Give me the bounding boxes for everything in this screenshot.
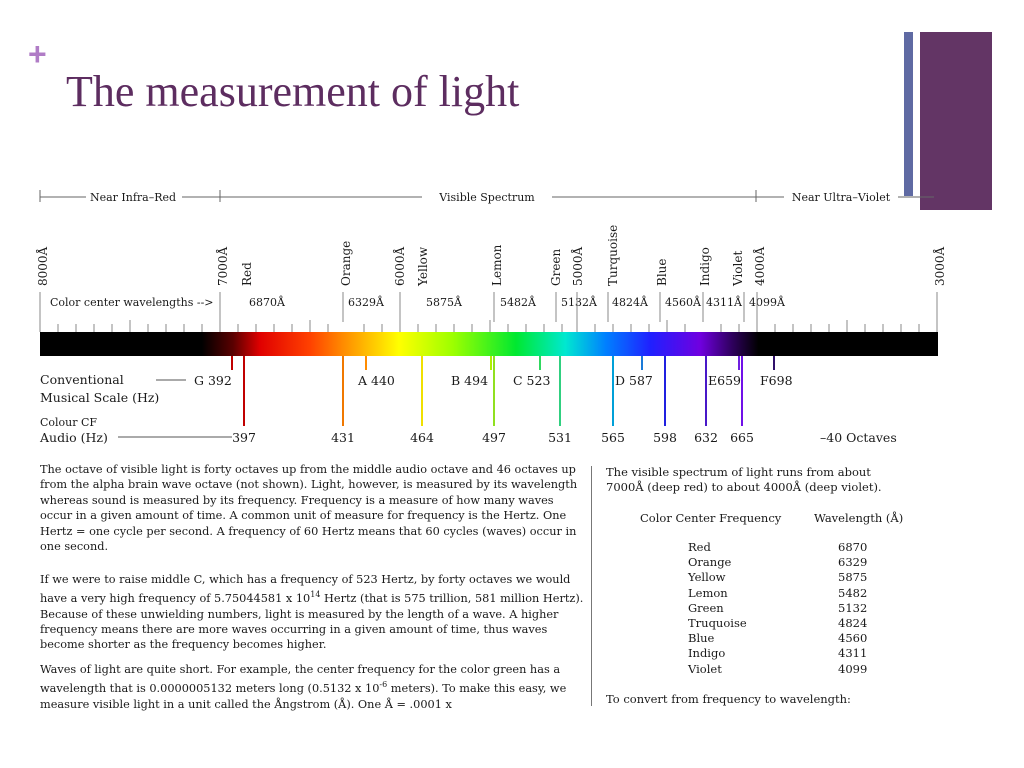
row-color: Lemon: [688, 585, 728, 600]
note-c: C 523: [513, 373, 551, 388]
row-wavelength: 4560: [838, 631, 868, 646]
row-wavelength: 5482: [838, 585, 868, 600]
axis-label-3000: 3000Å: [933, 246, 947, 286]
color-label-turquoise: Turquoise: [606, 224, 620, 286]
row-wavelength: 4824: [838, 616, 868, 630]
axis-label-5000: 5000Å: [571, 246, 585, 286]
decor-bar-wide: [920, 32, 992, 210]
paragraph-octave: The octave of visible light is forty octaves up from the middle audio octave and 46 octaves up from the alpha brain wave octave (not shown). Light, however, is measured by its wavelength whereas sound is measured by its frequency. Frequency is a measure of how many waves occur in a given amount of time. A common unit of measure for frequency is the Hertz. One Hertz = one cycle per second. A frequency of 60 Hertz means that 60 cycles (waves) occur in one second.: [40, 463, 578, 554]
para3-superscript: -6: [379, 680, 388, 690]
audio-431: 431: [331, 430, 355, 445]
row-wavelength: 6329: [838, 555, 868, 570]
para2-text-b: Hertz (that is 575 trillion, 581 million Hertz). Because of these unwielding numbers, light is measured by the length of a wave. A higher frequency means there are more waves occurring in a given amount of time, thus waves become shorter as the frequency becomes higher.: [40, 592, 584, 652]
musical-label-1: Conventional: [40, 372, 124, 387]
color-label-lemon: Lemon: [490, 244, 504, 286]
table-header-wavelength: Wavelength (Å): [814, 511, 904, 525]
musical-note-stems: [232, 356, 774, 370]
table-header-color: Color Center Frequency: [640, 511, 782, 525]
audio-497: 497: [482, 430, 506, 445]
row-color: Orange: [688, 555, 732, 570]
row-color: Indigo: [688, 646, 726, 661]
audio-632: 632: [694, 430, 718, 445]
center-orange: 6329Å: [348, 296, 384, 309]
color-label-red: Red: [240, 262, 254, 286]
center-lemon: 5482Å: [500, 296, 536, 309]
decor-bar-thin: [904, 32, 913, 196]
para3-text-b: meters). To make this easy, we measure visible light in a unit called the Ångstrom (Å). One Å = .0001 x: [40, 682, 567, 711]
color-label-orange: Orange: [339, 240, 353, 286]
note-b: B 494: [451, 373, 489, 388]
center-yellow: 5875Å: [426, 296, 462, 309]
audio-drop-lines: [244, 356, 742, 426]
row-color: Green: [688, 600, 724, 615]
audio-label-2: Audio (Hz): [40, 430, 108, 445]
center-red: 6870Å: [249, 296, 285, 309]
note-f: F698: [760, 373, 793, 388]
region-near-infrared: Near Infra–Red: [89, 191, 177, 204]
audio-464: 464: [410, 430, 434, 445]
audio-598: 598: [653, 430, 677, 445]
note-g: G 392: [194, 373, 232, 388]
color-label-violet: Violet: [731, 250, 745, 286]
color-label-green: Green: [549, 248, 563, 286]
minor-ticks: [58, 320, 919, 332]
row-wavelength: 4099: [838, 661, 868, 676]
row-wavelength: 5875: [838, 570, 868, 585]
center-green: 5132Å: [561, 296, 597, 309]
row-color: Blue: [688, 631, 715, 646]
para2-text-a: If we were to raise middle C, which has a frequency of 523 Hertz, by forty octaves we would have a very high frequency of 5.75044581 x 10: [40, 573, 571, 606]
axis-label-6000: 6000Å: [393, 246, 407, 286]
row-color: Red: [688, 540, 711, 554]
row-color: Yellow: [688, 570, 726, 585]
note-a: A 440: [358, 373, 395, 388]
paragraph-angstrom: [40, 662, 586, 712]
axis-label-8000: 8000Å: [36, 246, 50, 286]
center-turquoise: 4824Å: [612, 296, 648, 309]
bullet-plus: +: [28, 36, 47, 72]
axis-label-7000: 7000Å: [216, 246, 230, 286]
row-wavelength: 5132: [838, 600, 868, 615]
conversion-footer: To convert from frequency to wavelength:: [606, 692, 851, 706]
audio-397: 397: [232, 430, 256, 445]
row-wavelength: 6870: [838, 540, 868, 554]
region-visible: Visible Spectrum: [439, 191, 535, 204]
para3-text-a: Waves of light are quite short. For example, the center frequency for the color green has a wavelength that is 0.0000005132 meters long (0.5132 x 10: [40, 663, 561, 696]
center-violet: 4099Å: [749, 296, 785, 309]
row-color: Truquoise: [688, 616, 747, 630]
color-label-indigo: Indigo: [698, 247, 712, 286]
color-label-blue: Blue: [655, 258, 669, 286]
octaves-label: –40 Octaves: [820, 430, 897, 445]
spectrum-figure: [36, 186, 956, 710]
region-near-ultraviolet: Near Ultra–Violet: [791, 191, 891, 204]
musical-label-2: Musical Scale (Hz): [40, 390, 160, 405]
audio-665: 665: [730, 430, 754, 445]
note-e: E659: [708, 373, 741, 388]
audio-531: 531: [548, 430, 572, 445]
visible-spectrum-intro: The visible spectrum of light runs from about 7000Å (deep red) to about 4000Å (deep violet).: [606, 465, 882, 495]
audio-565: 565: [601, 430, 625, 445]
center-indigo: 4311Å: [706, 296, 742, 309]
column-divider: [591, 466, 592, 706]
note-d: D 587: [615, 373, 653, 388]
color-label-yellow: Yellow: [416, 246, 430, 286]
spectrum-bar: [40, 332, 938, 356]
center-wavelengths-label: Color center wavelengths -->: [50, 296, 214, 309]
row-wavelength: 4311: [838, 646, 868, 661]
center-blue: 4560Å: [665, 296, 701, 309]
axis-label-4000: 4000Å: [753, 246, 767, 286]
para2-superscript: 14: [310, 590, 321, 600]
row-color: Violet: [688, 661, 722, 676]
slide-title: The measurement of light: [66, 67, 520, 116]
paragraph-middle-c: [40, 572, 586, 653]
audio-label-1: Colour CF: [40, 416, 98, 429]
